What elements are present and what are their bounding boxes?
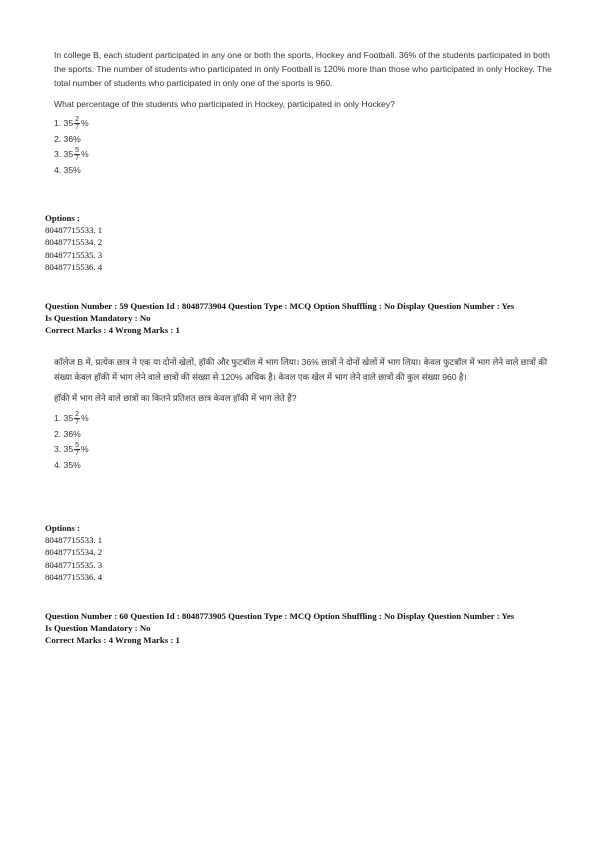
marks-line: Correct Marks : 4 Wrong Marks : 1 <box>45 635 180 646</box>
question-prompt: हॉकी में भाग लेने वाले छात्रों का कितने प्रतिशत छात्र केवल हॉकी में भाग लेते हैं? <box>54 393 297 403</box>
options-id-list <box>45 522 102 583</box>
question-paragraph: In college B, each student participated in any one or both the sports, Hockey and Football. 36% of the students participated in both the sports. The number of students who participated in only Football is 120% more than those who participated in only Hockey. The total number of students who participated in only one of the sports is 960. <box>54 50 552 89</box>
option-id: 80487715534. 2 <box>45 237 103 248</box>
marks-line: Correct Marks : 4 Wrong Marks : 1 <box>45 325 180 336</box>
option-2: 2. 36% <box>54 428 81 439</box>
answer-options <box>54 410 554 472</box>
option-id: 80487715535. 3 <box>45 559 103 570</box>
question-paragraph: कॉलेज B में, प्रत्येक छात्र ने एक या दोनों खेलों, हॉकी और फुटबॉल में भाग लिया। 36% छात्रों ने दोनों खेलों में भाग लिया। केवल फुटबॉल में भाग लेने वाले छात्रों की संख्या केवल हॉकी में भाग लेने वाले छात्रों की संख्या से 120% अधिक है। केवल एक खेल में भाग लेने वाले छात्रों की कुल संख्या 960 है। <box>54 357 548 382</box>
fraction: $\frac{5}{7}$ <box>75 442 80 457</box>
question-header: Question Number : 59 Question Id : 8048773904 Question Type : MCQ Option Shuffling : No Display Question Number : Yes <box>45 301 515 311</box>
option-4: 4. 35% <box>54 164 81 175</box>
option-3: 3. 35 $\frac{5}{7}$ % <box>54 146 89 162</box>
options-header: Options : <box>45 213 80 223</box>
option-id: 80487715533. 1 <box>45 225 103 236</box>
option-id: 80487715535. 3 <box>45 249 103 260</box>
option-3: 3. 35 $\frac{5}{7}$ % <box>54 442 89 457</box>
option-id: 80487715536. 4 <box>45 261 103 272</box>
fraction: $\frac{2}{7}$ <box>75 115 80 131</box>
question-header: Question Number : 60 Question Id : 8048773905 Question Type : MCQ Option Shuffling : No Display Question Number : Yes <box>45 611 515 621</box>
options-header: Options : <box>45 523 80 533</box>
option-1: 1. 35 $\frac{2}{7}$ % <box>54 411 89 426</box>
option-id: 80487715536. 4 <box>45 571 103 582</box>
option-1: 1. 35 $\frac{2}{7}$ % <box>54 115 89 131</box>
fraction: $\frac{2}{7}$ <box>75 411 80 426</box>
option-2: 2. 36% <box>54 133 81 144</box>
option-id: 80487715534. 2 <box>45 547 103 558</box>
option-4: 4. 35% <box>54 459 81 470</box>
mandatory-line: Is Question Mandatory : No <box>45 623 151 634</box>
question-58-text <box>54 48 554 177</box>
options-id-list <box>45 212 102 273</box>
question-59-text <box>54 355 554 472</box>
fraction: $\frac{5}{7}$ <box>75 146 80 162</box>
answer-options <box>54 115 554 177</box>
mandatory-line: Is Question Mandatory : No <box>45 313 151 324</box>
question-prompt: What percentage of the students who participated in Hockey, participated in only Hockey? <box>54 98 395 109</box>
option-id: 80487715533. 1 <box>45 535 103 546</box>
question-59-meta <box>45 300 565 337</box>
question-60-meta <box>45 610 565 647</box>
